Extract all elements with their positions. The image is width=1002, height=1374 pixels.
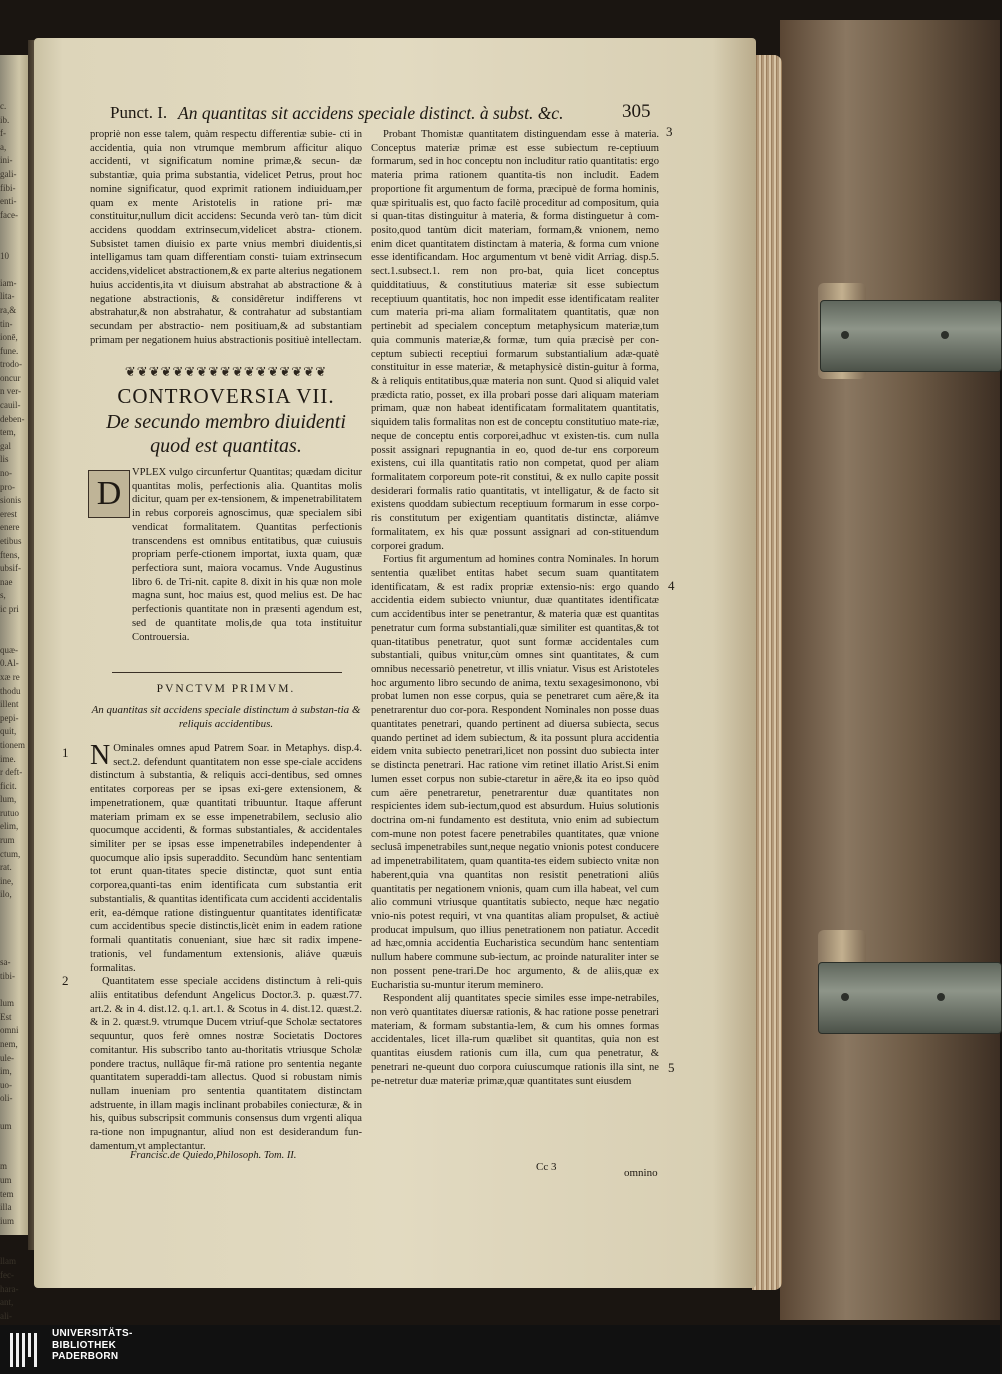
- left-fragment-line: ib.: [0, 114, 10, 125]
- catchword: omnino: [624, 1167, 658, 1179]
- left-column-top-text: propriè non esse talem, quàm respectu differentiæ subie- cti in accidentia, quia non vtrumque membrum afficitur aliquo accidenti, vt significatum nomine primæ,& secun- dæ substantiæ, quia prima substantia, videlicet Petrus, prout hoc nomine significatur, quod exprimit rationem indiuiduam,per quam ex mente Aristotelis in ratione pri- mæ constituitur,nullum dicit accidens: Secunda verò tan- tùm dicit accidens quoddam extrinsecum,videlicet abstra- ctionem. Subsistet tamen diuisio ex parte vnius membri diuidentis,si intelligamus tam quam differentiam consti- tuiam extrinsecum accidens,videlicet abstractionem,& ex parte alterius negationem huius accidentis,ita vt diuisum abstrahat ab abstractione & à negatione abstractionis, & considêretur indifferens vt abstrahatur,& non abstrahatur, & contrahatur ad substantiam secundam per abstractio- nem positiuam,& ad substantiam primam per negationem huius abstractionis positiuè intellectam.: [90, 129, 362, 346]
- margin-number: 3: [666, 124, 673, 139]
- left-fragment-line: n ver-: [0, 386, 22, 397]
- left-page-text-fragments: [0, 100, 30, 1321]
- left-fragment-line: [0, 1133, 30, 1147]
- left-fragment-line: [0, 1147, 30, 1161]
- left-fragment-line: lis: [0, 454, 9, 465]
- institution-name: [52, 1328, 133, 1363]
- margin-number: 4: [668, 578, 675, 593]
- book-cover-leather: [780, 20, 1000, 1320]
- section-rule: [112, 672, 342, 673]
- left-fragment-line: [0, 630, 30, 644]
- paragraph-1: Ominales omnes apud Patrem Soar. in Metaphys. disp.4. sect.2. defendunt quantitatem non esse spe-ciale accidens distinctum à substantia, & reliquis acci-dentibus, sed omnes entitates corporeas per se ipsas exi-gere extensionem, & impenetrationem, quæ quantitati tribuuntur. Itaque afferunt materiam primam ex se esse impenetrabilem, seclusio alio quocumque accidenti, & formas substantiales, & accidentales similiter per se ipsas esse impenetrabiles independenter à quocumque alio ipsis superaddito. Secundùm hanc sententiam tot erunt quan-titates specie distinctæ, quot sunt entia corporea,quanti-tas enim identificata cum substantia erit substantialis, & quantitas identificata cum accidenti accidentalis erit, ea-démque ratione distinguentur quantitates identificatæ cum accidentibus specie distinctis,licèt enim in eadem ratione formali quantitatis conueniant, siue hæc sit radix impene-trationis, vel fundamentum extensionis, aliáve quæuis formalitas.: [90, 743, 362, 974]
- left-fragment-line: quæ-: [0, 644, 18, 655]
- left-fragment-line: ic pri: [0, 603, 19, 614]
- left-fragment-line: tem,: [0, 427, 16, 438]
- left-fragment-line: gal: [0, 440, 11, 451]
- brass-clasp-top: [820, 300, 1002, 372]
- controversia-title: De secundo membro diuidenti quod est quantitas.: [106, 411, 346, 457]
- left-fragment-line: 0.Al-: [0, 658, 19, 669]
- left-fragment-line: Est: [0, 1011, 12, 1022]
- left-fragment-line: lita-: [0, 291, 15, 302]
- left-fragment-line: etibus: [0, 536, 22, 546]
- left-fragment-line: iam-: [0, 277, 17, 288]
- paragraph-2: Quantitatem esse speciale accidens distinctum à reli-quis aliis entitatibus defendunt Angelicus Doctor.3. p. quæst.77. art.2. & in 4. dist.12. q.1. art.1. & Scotus in 4. dist.12. quæst.2. & in 2. quæst.9. vtrumque Ducem vtriuf-que Scholæ sectatores sequuntur, quos ferè omnes nostræ Societatis Doctores comitantur. His subscribo tanto au-thoritatis vtriusque Scholæ pondere tractus, nullâque fir-mâ ratione pro sententia negante quantitatem superaddi-tam allectus. Quod si robustam nimis nullam inueniam pro sententia quantitatem distinctam adstruente, in illam magis inclinant probabiles coniecturæ, & in his, quibus subscripsit communis consensus dum vrgenti aliqua ra-tione non impugnantur, aliud non est desiderandum fun-damentum,vt amplectantur.: [90, 976, 362, 1152]
- institution-line-2: BIBLIOTHEK: [52, 1339, 117, 1351]
- left-fragment-line: no-: [0, 468, 12, 479]
- institution-bar: [0, 1325, 1000, 1374]
- left-fragment-line: [0, 617, 30, 631]
- left-fragment-line: [0, 902, 30, 916]
- left-fragment-line: nae: [0, 576, 13, 587]
- left-fragment-line: [0, 984, 30, 998]
- left-fragment-line: ant,: [0, 1297, 14, 1308]
- left-column-top: [90, 128, 362, 348]
- left-fragment-line: ubsif-: [0, 563, 21, 574]
- left-fragment-line: tin-: [0, 318, 13, 329]
- page-number: 305: [622, 101, 651, 122]
- left-fragment-line: rum: [0, 835, 15, 846]
- right-paragraph-3: Respondent alij quantitates specie similes esse impe-netrabiles, non verò quantitates diuersæ rationis, & hac ratione posse penetrari materiam, & formam substantia-lem, & cum his omnes formas accidentales, licet illa-rum quælibet sit quantitas, quia non est quantitas eiusdem rationis cum illa, cum qua penetratur, & penetrari ne-queunt duo corpora cuiuscumque rationis illa sint, ne pe-netretur duæ materiæ primæ,quæ quantitates sunt eiusdem: [371, 993, 659, 1087]
- gathering-mark: Cc 3: [536, 1161, 557, 1173]
- left-fragment-line: enere: [0, 522, 20, 533]
- left-fragment-line: 10: [0, 250, 9, 261]
- left-fragment-line: trodo-: [0, 359, 22, 370]
- margin-number: 2: [62, 973, 69, 988]
- punctum-title: An quantitas sit accidens speciale distinctum à substan-tia & reliquis accidentibus.: [91, 704, 361, 730]
- left-fragment-line: ule-: [0, 1052, 14, 1063]
- left-fragment-line: ium: [0, 1215, 15, 1226]
- left-fragment-line: ficit.: [0, 780, 17, 791]
- left-fragment-line: tem: [0, 1188, 14, 1199]
- institution-line-3: PADERBORN: [52, 1351, 119, 1362]
- left-fragment-line: elim,: [0, 821, 19, 832]
- left-fragment-line: ini-: [0, 155, 13, 166]
- left-fragment-line: enti-: [0, 196, 17, 207]
- left-fragment-line: erest: [0, 508, 17, 519]
- signature-line: Francisc.de Quiedo,Philosoph. Tom. II.: [130, 1150, 297, 1161]
- left-fragment-line: cauil-: [0, 400, 21, 411]
- margin-number: 1: [62, 745, 69, 760]
- left-fragment-line: tibi-: [0, 971, 15, 981]
- left-fragment-line: rutuo: [0, 807, 19, 818]
- left-fragment-line: fune.: [0, 345, 19, 356]
- left-fragment-line: c.: [0, 101, 7, 111]
- left-fragment-line: fec-: [0, 1270, 14, 1281]
- left-fragment-line: pro-: [0, 481, 15, 492]
- left-fragment-line: lum,: [0, 794, 17, 805]
- left-fragment-line: [0, 1106, 30, 1120]
- left-fragment-line: [0, 943, 30, 957]
- left-fragment-line: uo-: [0, 1079, 12, 1090]
- left-fragment-line: ali-: [0, 1310, 12, 1321]
- left-fragment-line: [0, 1228, 30, 1242]
- left-fragment-line: omni: [0, 1025, 19, 1036]
- left-fragment-line: [0, 222, 30, 236]
- intro-paragraph: [132, 466, 362, 644]
- left-fragment-line: [0, 929, 30, 943]
- left-fragment-line: ra,&: [0, 304, 17, 315]
- page-header: [110, 103, 670, 127]
- left-fragment-line: oncur: [0, 372, 21, 383]
- left-fragment-line: ftens,: [0, 549, 20, 560]
- left-column-body: [90, 742, 362, 1154]
- left-fragment-line: xæ re: [0, 671, 20, 682]
- left-fragment-line: ime.: [0, 753, 16, 764]
- margin-number: 5: [668, 1060, 675, 1075]
- intro-text: VPLEX vulgo circunfertur Quantitas; quædam dicitur quantitas molis, perfectionis alia. Quantitas molis dicitur, quam per ex-tensionem, & impenetrabilitatem in rebus corporeis agnoscimus, quæ specialem sibi vendicat formalitatem. Quantitas perfectionis transcendens est omnibus entitatibus, quæ cuiusuis propriam perfe-ctionem importat, iuxta quam, quæ perfectiora sunt, maiora vocamus. Vnde Augustinus libro 6. de Tri-nit. capite 8. dixit in his quæ non mole magna sunt, hoc maius est, quod melius est. De hac perfectionis quantitate non in præsenti agendum est, sed de quantitate molis,de qua tota instituitur Controuersia.: [132, 467, 362, 643]
- left-fragment-line: r deft-: [0, 767, 23, 778]
- left-fragment-line: fibi-: [0, 182, 16, 193]
- left-fragment-line: ctum,: [0, 848, 21, 859]
- left-fragment-line: [0, 916, 30, 930]
- left-fragment-line: gali-: [0, 168, 17, 179]
- left-fragment-line: quit,: [0, 726, 17, 737]
- left-fragment-line: illa: [0, 1202, 12, 1213]
- left-fragment-line: um: [0, 1120, 12, 1131]
- running-title: An quantitas sit accidens speciale distinct. à subst. &c.: [178, 103, 564, 123]
- left-fragment-line: sa-: [0, 957, 11, 968]
- left-fragment-line: ionē,: [0, 332, 18, 343]
- institution-line-1: UNIVERSITÄTS-: [52, 1328, 133, 1339]
- paragraph-initial: N: [90, 740, 111, 771]
- left-fragment-line: rat.: [0, 862, 12, 873]
- ornament-divider: ❦❦❦❦❦❦❦❦❦❦❦❦❦❦❦❦❦: [124, 364, 328, 379]
- left-fragment-line: im,: [0, 1066, 12, 1077]
- left-fragment-line: ine,: [0, 875, 14, 886]
- left-fragment-line: s,: [0, 590, 6, 601]
- left-fragment-line: m: [0, 1161, 8, 1172]
- left-fragment-line: hara-: [0, 1283, 19, 1294]
- left-fragment-line: [0, 236, 30, 250]
- right-column: [371, 128, 659, 1088]
- brass-clasp-bottom: [818, 962, 1002, 1034]
- left-fragment-line: oli-: [0, 1093, 13, 1104]
- left-fragment-line: lum: [0, 998, 15, 1009]
- left-fragment-line: f-: [0, 128, 6, 139]
- left-fragment-line: tionem: [0, 739, 25, 750]
- left-fragment-line: illent: [0, 699, 19, 710]
- left-fragment-line: pepi-: [0, 712, 19, 723]
- left-fragment-line: ilo,: [0, 889, 12, 900]
- left-fragment-line: thodu: [0, 685, 21, 696]
- left-fragment-line: [0, 1242, 30, 1256]
- right-paragraph-2: Fortius fit argumentum ad homines contra Nominales. In horum sententia quælibet entitas habet secum suam quantitatem identificatam, & est radix propriæ extensio-nis: ergo quando accidentia eidem subiecto vniuntur, duæ quantitates identificatæ cum accidentibus inter se penetrantur, & materia quæ est quantitas penetratur cum forma substantiali,quæ similiter est quantitas,& tot quan-titatibus penetratur, quot sunt formæ accidentales cum substantiali, quibus vnitur,cùm omnes sint quantitates, & cum omnibus necessariò penetretur, vt illis vniatur. Visus est Aristoteles hoc argumento libro secundo de anima, textu sexagesimonono, vbi probat lumen non esse corpus, quia se penetraret cum aëre,& ita penetrarentur duo cor-pora. Respondent Nominales non posse duas quantitates penetrari, quando pertinent ad diuersa subiecta, secus quando pertinet ad idem subiectum, & ita possunt plura accidentia eidem vnita subiecto penetrari,licet non possint duo subiecta inter se distincta penetrari. Hac ratione vim retinet illatio Arist.Si enim lumen esset corpus non subie-ctaretur in aëre,& ita eo ipso quòd cum aëre penetraretur, penetrarentur duæ quantitates non respicientes idem sub-iectum,quod est absurdum. Huius solutionis doctrina om-ni fundamento est destituta, vnio enim ad subiectum com-mune non potest facere penetrabiles quantitates, quæ vnione seclusâ impenetrabiles sunt,neque negatio vnionis potest conducere ad impenetrabilitatem, quam quantita-tes eidem subiecto vnitæ non haberent,quia vna quantitas non resistit penetrationi aliûs quantitatis per negationem vnionis, quam cum illa habeat, vel cum alio communi vtriusque quantitatis subiecto, neque hæc negatio vnio-nis potest requiri, vt vna quantitas aliam propulset, & actiuè producat impulsum, quo illius penetrationem non patiatur. Accedit ad hæc,omnia accidentia Eucharistica secundùm hanc sententiam nullum habere commune sub-iectum, ac proinde naturaliter inter se non possent pene-trari.De hoc argumento, & de aliis,quæ ex Eucharistia su-muntur iterum meminero.: [371, 554, 659, 991]
- left-fragment-line: a,: [0, 141, 7, 152]
- controversia-heading: CONTROVERSIA VII.: [117, 384, 335, 408]
- left-fragment-line: llam: [0, 1256, 16, 1267]
- left-fragment-line: nem,: [0, 1038, 18, 1049]
- left-fragment-line: deben-: [0, 413, 25, 424]
- left-fragment-line: face-: [0, 209, 18, 220]
- page-edges: [752, 55, 782, 1290]
- university-logo-icon: [10, 1333, 40, 1367]
- right-paragraph-1: Probant Thomistæ quantitatem distinguendam esse à materia. Conceptus materiæ primæ est esse subiectum re-ceptiuum formarum, sed in hoc conceptu non includitur ratio quantitatis: ergo materia prima rationem quantita-tis non includit. Eadem proportione fit argumentum de forma, præcipuè de forma hominis, quæ spiritualis est, quo facto facilè proceditur ad compositum, quia si quan-titas distinguitur à materia, & forma distinguetur à com-posito,quod tantùm dicit materiam, formam,& vnionem, nemo enim dicet quantitatem distinctam à materia, & forma cum vnione esse identificandam. Hoc argumentum vt benè vidit Arriag. disp.5. sect.1.subsect.1. rem non pro-bat, quia licet conceptus quidditatiuus, & constitutiuus materiæ sit esse subiectum receptiuum quantitatis, hoc non impedit esse identificatam realiter cum materia pri-ma aliam formalitatem quantitatis, quæ non pertinebit ad specialem conceptum metaphysicum materiæ,tum quia communis materiæ,& formæ, tum quia præcisè per con-ceptum subiecti receptiui formarum substantialium adæ-quatè constituitur in esse materiæ, & metaphysicè distin-guitur à forma, & à reliquis entitatibus,quæ materia non sunt. Quod si aliquid valet prædicta ratio, posset, ex illa probari posse dari aliquam materiam primam, quæ non habeat identificatam formalitatem quantitatis, siquidem talis formalitas non est de conceptu constitutiuo mate-riæ, neque de conceptu entis corporei,adhuc vt existen-tis. cum nulla possit assignari repugnantia in eo, quod de-tur ens corporeum existens, cui illa quantitatis ratio non competat, quod per aliam formalitatem corporeum pote-rit constitui, & ex nullo capite possit desiderari formalis ratio quantitatis, vt intelligatur, & de facto sit existens quoddam subiectum receptiuum formarum in esse corpo-ris constitutum per exigentiam quantitatis distinctæ, aliámve formalitatem, ex his quæ possunt assignari ad con-stituendum corporei gradum.: [371, 129, 659, 552]
- left-fragment-line: um: [0, 1174, 12, 1185]
- punctum-heading: PVNCTVM PRIMVM.: [156, 683, 296, 695]
- left-fragment-line: [0, 263, 30, 277]
- decorated-initial: D: [88, 470, 130, 518]
- running-head: Punct. I.: [110, 103, 168, 122]
- left-fragment-line: sionis: [0, 495, 22, 506]
